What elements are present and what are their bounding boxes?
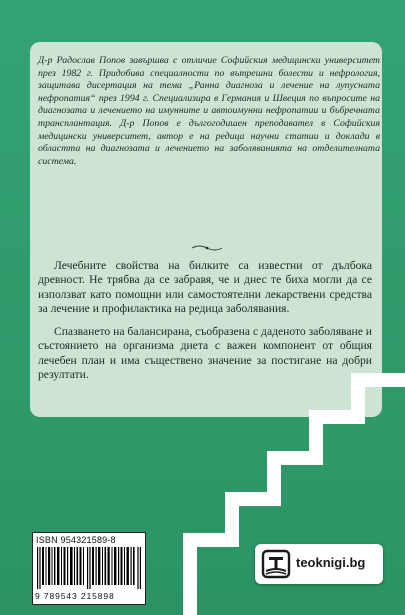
book-t-icon xyxy=(261,549,291,579)
publisher-logo[interactable] xyxy=(255,544,383,584)
body-paragraph-diet: Спазването на балансирана, съобразена с даденото заболяване и състоянието на организма диета с важен компонент от общия лечебен план и има съществено значение за постигане на добри резултати. xyxy=(38,325,372,382)
barcode xyxy=(37,547,141,589)
author-bio: Д-р Радослав Попов завършва с отличие Софийския медицински университет през 1982 г. Придобива специалности по вътрешни болести и нефрология, защитава дисертация на тема „Ранна диагноза и лечение на лупусната нефропатия“ през 1994 г. Специализира в Германия и Швеция по въпросите на диагнозата и лечението на имунните и автоимунни нефропатии и бъбречната трансплантация. Д-р Попов е дългогодишен преподавател в Софийския медицински университет, автор е на редица научни статии и доклади в областта на диагнозата и лечението на заболяванията на отделителната система. xyxy=(38,55,380,167)
body-paragraph-herbs: Лечебните свойства на билките са известни от дълбока древност. Не трябва да се забравя, че и днес те биха могли да се използват като помощни или самостоятелни лекарствени средства за лечение и профилактика на редица заболявания. xyxy=(38,259,372,316)
logo-text: teoknigi.bg xyxy=(296,555,366,570)
barcode-digits: 9 789543 215898 xyxy=(35,591,115,601)
isbn-barcode-box xyxy=(32,532,146,605)
isbn-label: ISBN 954321589-8 xyxy=(36,535,116,545)
